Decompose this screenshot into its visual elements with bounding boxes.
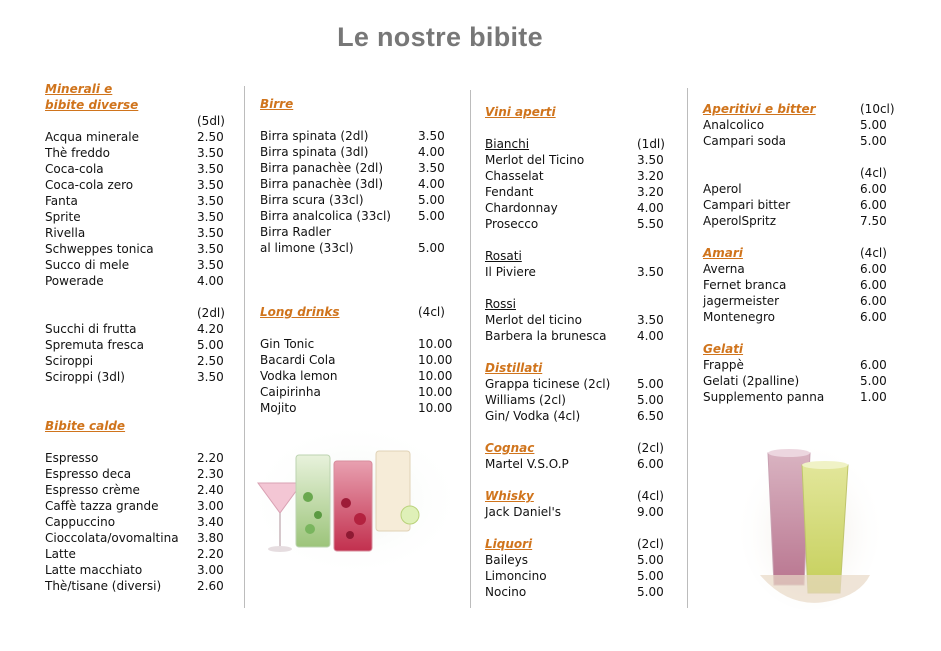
menu-item: [45, 273, 240, 289]
menu-item: [703, 213, 908, 229]
section-heading: Long drinks: [260, 305, 340, 319]
item-price: 5.00: [418, 193, 445, 207]
item-price: 10.00: [418, 385, 453, 399]
section-heading: Birre: [260, 97, 294, 111]
size-note: (5dl): [197, 114, 225, 128]
menu-item: [703, 277, 908, 293]
item-name: Barbera la brunesca: [485, 329, 607, 343]
item-name: Il Piviere: [485, 265, 536, 279]
item-name: Campari bitter: [703, 198, 791, 212]
menu-item: [45, 337, 240, 353]
size-note: (4cl): [418, 305, 445, 319]
menu-item: [45, 482, 240, 498]
item-price: 3.50: [197, 242, 224, 256]
item-price: 10.00: [418, 369, 453, 383]
item-name: Birra spinata (2dl): [260, 129, 369, 143]
item-price: 3.50: [197, 370, 224, 384]
item-name: Rivella: [45, 226, 86, 240]
menu-item: [260, 384, 465, 400]
item-name: Nocino: [485, 585, 527, 599]
menu-item: [703, 181, 908, 197]
menu-item: [485, 456, 685, 472]
section-aperitivi: [703, 101, 908, 229]
size-note: (2cl): [637, 441, 664, 455]
size-note: (10cl): [860, 102, 895, 116]
item-name: Gin/ Vodka (4cl): [485, 409, 581, 423]
subsection-label: Bianchi: [485, 137, 530, 151]
item-name: Baileys: [485, 553, 528, 567]
item-name: al limone (33cl): [260, 241, 354, 255]
menu-item: [485, 168, 685, 184]
menu-item: [703, 373, 908, 389]
item-price: 3.40: [197, 515, 224, 529]
item-name: Montenegro: [703, 310, 776, 324]
item-price: 3.20: [637, 185, 664, 199]
item-price: 6.00: [860, 198, 887, 212]
item-price: 3.50: [418, 129, 445, 143]
item-name: Birra Radler: [260, 225, 332, 239]
item-name: Martel V.S.O.P: [485, 457, 569, 471]
menu-item: [260, 368, 465, 384]
menu-item: [485, 504, 685, 520]
menu-item: [260, 400, 465, 416]
menu-item: [45, 225, 240, 241]
item-price: 6.00: [860, 278, 887, 292]
menu-item: [45, 321, 240, 337]
item-name: Caipirinha: [260, 385, 321, 399]
section-heading: Amari: [703, 246, 743, 260]
item-name: Caffè tazza grande: [45, 499, 159, 513]
menu-column-2: [260, 96, 465, 433]
item-price: 5.00: [637, 377, 664, 391]
item-price: 4.00: [418, 145, 445, 159]
menu-item: [260, 352, 465, 368]
menu-item: [485, 408, 685, 424]
item-name: Birra panachèe (3dl): [260, 177, 384, 191]
section-minerali: [45, 81, 240, 385]
item-name: Jack Daniel's: [485, 505, 562, 519]
item-price: 10.00: [418, 401, 453, 415]
item-price: 2.20: [197, 451, 224, 465]
menu-item: [703, 261, 908, 277]
item-name: Averna: [703, 262, 745, 276]
item-name: Powerade: [45, 274, 104, 288]
item-price: 5.00: [860, 134, 887, 148]
menu-column-4: [703, 101, 908, 405]
section-amari: [703, 245, 908, 325]
size-note: (2cl): [637, 537, 664, 551]
section-distillati: [485, 360, 685, 424]
item-name: Succo di mele: [45, 258, 130, 272]
menu-item: [45, 177, 240, 193]
item-name: Espresso: [45, 451, 99, 465]
item-name: Fendant: [485, 185, 534, 199]
item-name: Birra analcolica (33cl): [260, 209, 391, 223]
size-note: (4cl): [860, 246, 887, 260]
size-note: (4cl): [860, 166, 887, 180]
section-heading: Whisky: [485, 489, 534, 503]
item-name: Sprite: [45, 210, 81, 224]
section-heading: Minerali e: [45, 82, 113, 96]
item-price: 3.50: [637, 153, 664, 167]
menu-item: [485, 312, 685, 328]
size-note: (1dl): [637, 137, 665, 151]
menu-item: [703, 117, 908, 133]
menu-item: [260, 192, 465, 208]
section-heading: Gelati: [703, 342, 744, 356]
item-name: Coca-cola zero: [45, 178, 134, 192]
menu-item: [703, 309, 908, 325]
item-name: Acqua minerale: [45, 130, 140, 144]
menu-item: [45, 193, 240, 209]
item-name: Gelati (2palline): [703, 374, 800, 388]
cocktail-glasses-illustration: [250, 425, 455, 575]
item-name: Birra spinata (3dl): [260, 145, 369, 159]
item-price: 3.50: [197, 178, 224, 192]
menu-item: [260, 240, 465, 256]
menu-item: [485, 200, 685, 216]
column-divider: [244, 86, 245, 608]
item-name: Cappuccino: [45, 515, 116, 529]
item-price: 2.50: [197, 130, 224, 144]
item-name: Limoncino: [485, 569, 547, 583]
item-price: 4.00: [637, 329, 664, 343]
menu-item: [703, 389, 908, 405]
section-liquori: [485, 536, 685, 600]
item-name: AperolSpritz: [703, 214, 777, 228]
item-price: 2.20: [197, 547, 224, 561]
menu-column-3: [485, 104, 685, 600]
item-price: 2.50: [197, 354, 224, 368]
item-name: Frappè: [703, 358, 744, 372]
menu-item: [45, 514, 240, 530]
menu-item: [45, 209, 240, 225]
item-name: Thè/tisane (diversi): [45, 579, 162, 593]
item-price: 10.00: [418, 337, 453, 351]
menu-item: [485, 264, 685, 280]
item-name: Gin Tonic: [260, 337, 315, 351]
item-price: 5.00: [637, 393, 664, 407]
item-name: Latte: [45, 547, 76, 561]
item-price: 2.60: [197, 579, 224, 593]
menu-item: [45, 466, 240, 482]
item-price: 7.50: [860, 214, 887, 228]
menu-column-1: [45, 81, 240, 611]
page-title: Le nostre bibite: [337, 22, 543, 52]
menu-item: [45, 161, 240, 177]
item-price: 4.00: [197, 274, 224, 288]
item-name: Fernet branca: [703, 278, 787, 292]
menu-item: [703, 293, 908, 309]
section-heading: Cognac: [485, 441, 535, 455]
item-name: Supplemento panna: [703, 390, 825, 404]
item-name: Chardonnay: [485, 201, 558, 215]
item-price: 6.00: [860, 294, 887, 308]
menu-item: [703, 357, 908, 373]
item-price: 3.50: [197, 194, 224, 208]
item-name: Fanta: [45, 194, 78, 208]
menu-item: [485, 552, 685, 568]
item-name: Analcolico: [703, 118, 765, 132]
item-price: 2.30: [197, 467, 224, 481]
menu-item: [260, 176, 465, 192]
menu-item: [260, 208, 465, 224]
item-name: Cioccolata/ovomaltina: [45, 531, 179, 545]
item-name: jagermeister: [703, 294, 780, 308]
menu-item: [45, 498, 240, 514]
column-divider: [470, 90, 471, 608]
section-heading: bibite diverse: [45, 98, 139, 112]
item-name: Latte macchiato: [45, 563, 143, 577]
section-long-drinks: [260, 304, 465, 416]
item-price: 4.00: [418, 177, 445, 191]
menu-item: [45, 450, 240, 466]
section-heading: Bibite calde: [45, 419, 126, 433]
section-cognac: [485, 440, 685, 472]
item-name: Merlot del ticino: [485, 313, 582, 327]
item-name: Merlot del Ticino: [485, 153, 585, 167]
item-name: Campari soda: [703, 134, 787, 148]
item-name: Birra panachèe (2dl): [260, 161, 384, 175]
menu-item: [45, 241, 240, 257]
item-price: 3.80: [197, 531, 224, 545]
menu-item: [45, 562, 240, 578]
item-price: 3.50: [197, 162, 224, 176]
section-whisky: [485, 488, 685, 520]
size-note: (2dl): [197, 306, 225, 320]
menu-item: [703, 197, 908, 213]
item-price: 5.00: [418, 209, 445, 223]
item-name: Bacardi Cola: [260, 353, 336, 367]
item-name: Aperol: [703, 182, 742, 196]
menu-item: [260, 224, 465, 240]
item-price: 9.00: [637, 505, 664, 519]
subsection-label: Rosati: [485, 249, 522, 263]
section-heading: Vini aperti: [485, 105, 556, 119]
section-heading: Distillati: [485, 361, 543, 375]
item-name: Espresso crème: [45, 483, 140, 497]
item-price: 3.50: [197, 258, 224, 272]
item-price: 3.50: [197, 210, 224, 224]
item-name: Sciroppi (3dl): [45, 370, 125, 384]
menu-item: [485, 568, 685, 584]
item-price: 3.50: [197, 226, 224, 240]
item-price: 6.00: [637, 457, 664, 471]
section-vini-aperti: [485, 104, 685, 344]
item-price: 3.00: [197, 563, 224, 577]
menu-item: [485, 152, 685, 168]
section-heading: Liquori: [485, 537, 533, 551]
item-price: 4.20: [197, 322, 224, 336]
item-name: Mojito: [260, 401, 297, 415]
menu-item: [260, 128, 465, 144]
menu-item: [485, 376, 685, 392]
menu-item: [45, 257, 240, 273]
item-price: 5.00: [197, 338, 224, 352]
menu-item: [260, 160, 465, 176]
section-bibite-calde: [45, 418, 240, 594]
column-divider: [687, 88, 688, 608]
item-name: Coca-cola: [45, 162, 104, 176]
menu-item: [485, 184, 685, 200]
item-name: Espresso deca: [45, 467, 132, 481]
item-price: 3.50: [637, 313, 664, 327]
item-name: Schweppes tonica: [45, 242, 154, 256]
item-price: 3.20: [637, 169, 664, 183]
menu-item: [260, 336, 465, 352]
item-price: 3.50: [637, 265, 664, 279]
item-name: Birra scura (33cl): [260, 193, 364, 207]
item-name: Chasselat: [485, 169, 544, 183]
item-name: Succhi di frutta: [45, 322, 137, 336]
section-gelati: [703, 341, 908, 405]
item-name: Prosecco: [485, 217, 539, 231]
item-name: Williams (2cl): [485, 393, 566, 407]
item-price: 3.50: [418, 161, 445, 175]
item-price: 6.00: [860, 310, 887, 324]
item-price: 5.00: [860, 374, 887, 388]
menu-item: [485, 328, 685, 344]
item-price: 5.00: [637, 553, 664, 567]
menu-item: [485, 392, 685, 408]
item-price: 5.00: [637, 569, 664, 583]
menu-item: [485, 216, 685, 232]
menu-item: [45, 369, 240, 385]
item-name: Vodka lemon: [260, 369, 338, 383]
section-birre: [260, 96, 465, 256]
item-price: 6.00: [860, 262, 887, 276]
item-price: 1.00: [860, 390, 887, 404]
item-price: 4.00: [637, 201, 664, 215]
item-price: 10.00: [418, 353, 453, 367]
menu-item: [45, 129, 240, 145]
item-price: 6.00: [860, 358, 887, 372]
item-price: 5.00: [418, 241, 445, 255]
menu-item: [260, 144, 465, 160]
size-note: (4cl): [637, 489, 664, 503]
menu-item: [45, 578, 240, 594]
item-price: 3.50: [197, 146, 224, 160]
item-name: Sciroppi: [45, 354, 94, 368]
smoothie-glasses-illustration: [740, 425, 880, 610]
item-name: Grappa ticinese (2cl): [485, 377, 611, 391]
item-name: Spremuta fresca: [45, 338, 144, 352]
item-price: 6.00: [860, 182, 887, 196]
menu-item: [45, 353, 240, 369]
menu-item: [45, 530, 240, 546]
menu-item: [45, 145, 240, 161]
menu-item: [703, 133, 908, 149]
item-price: 5.50: [637, 217, 664, 231]
item-price: 5.00: [860, 118, 887, 132]
item-name: Thè freddo: [45, 146, 110, 160]
item-price: 2.40: [197, 483, 224, 497]
section-heading: Aperitivi e bitter: [703, 102, 816, 116]
item-price: 5.00: [637, 585, 664, 599]
subsection-label: Rossi: [485, 297, 516, 311]
menu-item: [485, 584, 685, 600]
item-price: 3.00: [197, 499, 224, 513]
item-price: 6.50: [637, 409, 664, 423]
menu-item: [45, 546, 240, 562]
